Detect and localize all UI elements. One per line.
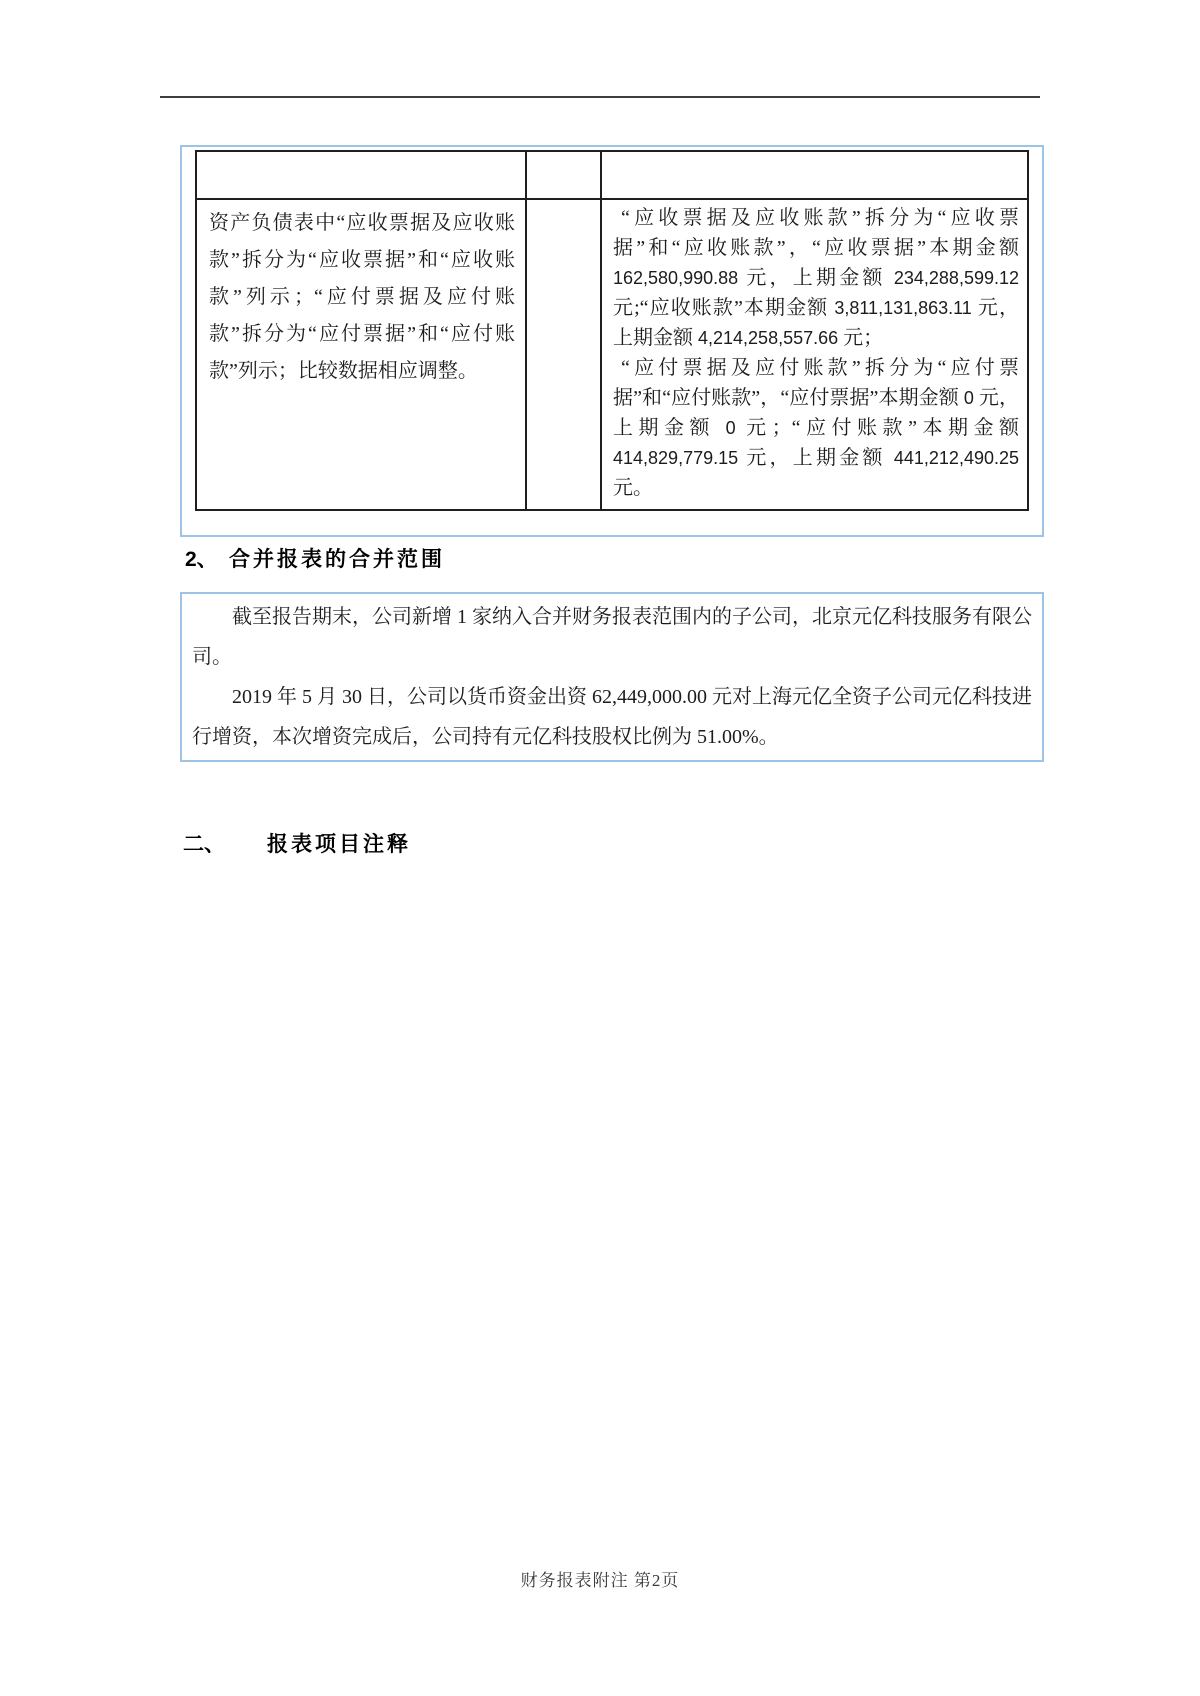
table-row-adjustment bbox=[196, 199, 1028, 510]
amount-value: 4,214,258,557.66 bbox=[698, 328, 839, 348]
scope-paragraph-new-subsidiary: 截至报告期末，公司新增 1 家纳入合并财务报表范围内的子公司，北京元亿科技服务有限公司。 bbox=[192, 606, 1032, 668]
amount-value: 414,829,779.15 bbox=[613, 448, 739, 468]
section-heading-statement-notes bbox=[183, 828, 411, 858]
empty-cell bbox=[601, 151, 1028, 199]
adjustment-description-cell: 资产负债表中“应收票据及应收账款”拆分为“应收票据”和“应收账款”列示；“应付票据及应付账款”拆分为“应付票据”和“应付账款”列示；比较数据相应调整。 bbox=[196, 199, 526, 510]
empty-cell bbox=[526, 199, 601, 510]
amount-value: 0 bbox=[963, 388, 974, 408]
scope-paragraph-capital-increase: 2019 年 5 月 30 日，公司以货币资金出资 62,449,000.00 元对上海元亿全资子公司元亿科技进行增资，本次增资完成后，公司持有元亿科技股权比例为 51.00%。 bbox=[192, 686, 1032, 748]
section-number: 2、 bbox=[185, 548, 218, 571]
adjustment-table bbox=[195, 150, 1029, 511]
adjustment-table-box bbox=[180, 145, 1044, 537]
amount-value: 162,580,990.88 bbox=[613, 268, 739, 288]
adjustment-detail-cell bbox=[601, 199, 1028, 510]
section-title: 报表项目注释 bbox=[267, 833, 411, 856]
amount-value: 0 bbox=[725, 418, 736, 438]
empty-cell bbox=[526, 151, 601, 199]
detail-paragraph-receivables: “应收票据及应收账款”拆分为“应收票据”和“应收账款”，“应收票据”本期金额 162,580,990.88 元，上期金额 234,288,599.12 元;“应收账款”本期金额 3,811,131,863.11 元，上期金额 4,214,258,557.66 元； bbox=[613, 207, 1020, 349]
page-footer: 财务报表附注 第2页 bbox=[520, 1571, 680, 1590]
amount-value: 234,288,599.12 bbox=[893, 268, 1019, 288]
table-row-empty bbox=[196, 151, 1028, 199]
consolidation-scope-box bbox=[180, 592, 1044, 762]
section-number: 二、 bbox=[183, 833, 225, 856]
section-heading-consolidation-scope bbox=[185, 543, 445, 573]
amount-value: 441,212,490.25 bbox=[893, 448, 1019, 468]
header-rule bbox=[160, 96, 1040, 98]
amount-value: 3,811,131,863.11 bbox=[834, 298, 972, 318]
empty-cell bbox=[196, 151, 526, 199]
section-title: 合并报表的合并范围 bbox=[229, 548, 445, 571]
detail-paragraph-payables: “应付票据及应付账款”拆分为“应付票据”和“应付账款”，“应付票据”本期金额 0 元，上期金额 0 元；“应付账款”本期金额 414,829,779.15 元，上期金额 441,212,490.25 元。 bbox=[613, 357, 1019, 499]
